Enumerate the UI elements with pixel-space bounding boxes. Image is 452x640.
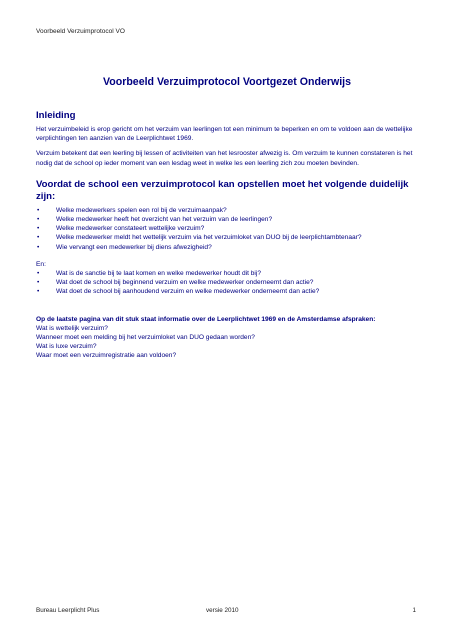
paragraph-verzuimbeleid: Het verzuimbeleid is erop gericht om het verzuim van leerlingen tot een minimum te beperken en om te voldoen aan de wettelijke verplichtingen ten aanzien van de Leerplichtwet 1969.	[36, 126, 413, 143]
list-item: • Welke medewerker heeft het overzicht van het verzuim van de leerlingen?	[36, 215, 418, 224]
info-note: Op de laatste pagina van dit stuk staat informatie over de Leerplichtwet 1969 en de Amsterdamse afspraken:	[36, 315, 376, 323]
info-line: Wanneer moet een melding bij het verzuimloket van DUO gedaan worden?	[36, 334, 255, 342]
bullet-list-medewerkers	[36, 206, 418, 252]
page-number: 1	[412, 607, 416, 614]
paragraph-verzuim-definitie: Verzuim betekent dat een leerling bij lessen of activiteiten van het lesrooster afwezig is. Om verzuim te kunnen constateren is het nodig dat de school op ieder moment van een lesdag weet in welke les een leerling zich zou moeten bevinden.	[36, 150, 413, 167]
info-line: Wat is wettelijk verzuim?	[36, 324, 108, 332]
list-item: • Wie vervangt een medewerker bij diens afwezigheid?	[36, 243, 418, 252]
section-heading-inleiding: Inleiding	[36, 110, 76, 121]
list-item: • Wat doet de school bij aanhoudend verzuim en welke medewerker onderneemt dan actie?	[36, 287, 418, 296]
list-item: • Wat is de sanctie bij te laat komen en welke medewerker houdt dit bij?	[36, 269, 418, 278]
info-line: Waar moet een verzuimregistratie aan voldoen?	[36, 352, 177, 360]
footer-version: versie 2010	[206, 607, 239, 614]
bullet-list-acties	[36, 269, 418, 297]
en-label: En:	[36, 260, 46, 268]
info-line: Wat is luxe verzuim?	[36, 343, 97, 351]
list-item: • Welke medewerkers spelen een rol bij de verzuimaanpak?	[36, 206, 418, 215]
list-item: • Wat doet de school bij beginnend verzuim en welke medewerker onderneemt dan actie?	[36, 278, 418, 287]
list-item: • Welke medewerker constateert wettelijke verzuim?	[36, 224, 418, 233]
page-header: Voorbeeld Verzuimprotocol VO	[36, 28, 125, 35]
section-heading-voordat: Voordat de school een verzuimprotocol kan opstellen moet het volgende duidelijk zijn:	[36, 178, 409, 202]
footer-organisation: Bureau Leerplicht Plus	[36, 607, 100, 614]
document-title: Voorbeeld Verzuimprotocol Voortgezet Onderwijs	[102, 76, 351, 88]
list-item: • Welke medewerker meldt het wettelijk verzuim via het verzuimloket van DUO bij de leerplichtambtenaar?	[36, 233, 418, 242]
page-content	[36, 76, 418, 361]
